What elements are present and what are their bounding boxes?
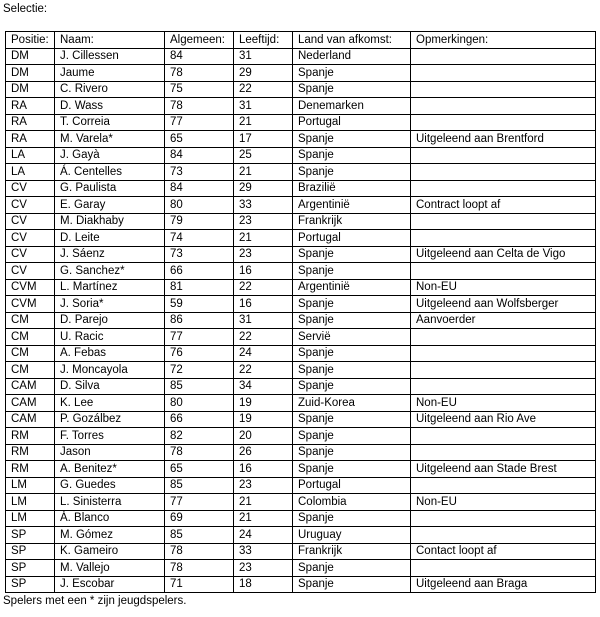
table-cell: Á. Blanco: [55, 510, 165, 527]
table-cell: Spanje: [293, 312, 411, 329]
table-row: [6, 98, 596, 115]
table-cell: [411, 263, 596, 280]
table-cell: Spanje: [293, 510, 411, 527]
table-cell: Spanje: [293, 65, 411, 82]
table-cell: Nederland: [293, 48, 411, 65]
table-cell: J. Gayà: [55, 147, 165, 164]
table-cell: Spanje: [293, 560, 411, 577]
column-header: Algemeen:: [165, 32, 234, 49]
table-cell: Uitgeleend aan Braga: [411, 576, 596, 593]
column-header: Land van afkomst:: [293, 32, 411, 49]
column-header: Naam:: [55, 32, 165, 49]
table-cell: Frankrijk: [293, 213, 411, 230]
table-cell: [411, 378, 596, 395]
section-title: Selectie:: [3, 3, 48, 15]
table-cell: 22: [234, 279, 293, 296]
table-cell: J. Moncayola: [55, 362, 165, 379]
table-cell: RM: [6, 444, 55, 461]
table-cell: LM: [6, 510, 55, 527]
table-cell: SP: [6, 576, 55, 593]
table-row: [6, 527, 596, 544]
table-row: [6, 279, 596, 296]
table-cell: 78: [165, 444, 234, 461]
table-cell: Uitgeleend aan Rio Ave: [411, 411, 596, 428]
table-row: [6, 494, 596, 511]
table-cell: 65: [165, 131, 234, 148]
table-cell: 73: [165, 164, 234, 181]
table-cell: [411, 114, 596, 131]
table-cell: 21: [234, 230, 293, 247]
table-cell: RA: [6, 131, 55, 148]
table-cell: Spanje: [293, 362, 411, 379]
table-row: [6, 428, 596, 445]
table-cell: L. Martínez: [55, 279, 165, 296]
table-cell: 23: [234, 477, 293, 494]
table-cell: 16: [234, 263, 293, 280]
table-cell: 80: [165, 395, 234, 412]
table-cell: 22: [234, 329, 293, 346]
table-cell: Brazilië: [293, 180, 411, 197]
table-row: [6, 411, 596, 428]
table-cell: RA: [6, 98, 55, 115]
table-cell: CM: [6, 362, 55, 379]
table-cell: Colombia: [293, 494, 411, 511]
table-cell: Spanje: [293, 81, 411, 98]
table-cell: 22: [234, 362, 293, 379]
table-cell: A. Febas: [55, 345, 165, 362]
table-cell: T. Correia: [55, 114, 165, 131]
table-cell: 77: [165, 114, 234, 131]
table-cell: 73: [165, 246, 234, 263]
table-cell: CAM: [6, 378, 55, 395]
table-cell: [411, 147, 596, 164]
table-row: [6, 147, 596, 164]
table-row: [6, 81, 596, 98]
table-cell: CM: [6, 345, 55, 362]
table-cell: 77: [165, 494, 234, 511]
table-cell: D. Leite: [55, 230, 165, 247]
table-row: [6, 576, 596, 593]
table-row: [6, 560, 596, 577]
table-cell: 25: [234, 147, 293, 164]
table-cell: 18: [234, 576, 293, 593]
table-row: [6, 510, 596, 527]
column-header: Leeftijd:: [234, 32, 293, 49]
table-cell: 26: [234, 444, 293, 461]
table-cell: 79: [165, 213, 234, 230]
table-cell: Spanje: [293, 164, 411, 181]
table-cell: [411, 527, 596, 544]
table-cell: 16: [234, 461, 293, 478]
table-cell: G. Guedes: [55, 477, 165, 494]
table-cell: 82: [165, 428, 234, 445]
table-cell: Servië: [293, 329, 411, 346]
table-cell: Spanje: [293, 428, 411, 445]
table-row: [6, 395, 596, 412]
table-row: [6, 477, 596, 494]
table-cell: CV: [6, 246, 55, 263]
table-cell: Uitgeleend aan Celta de Vigo: [411, 246, 596, 263]
table-cell: J. Soria*: [55, 296, 165, 313]
table-cell: [411, 362, 596, 379]
table-cell: 24: [234, 345, 293, 362]
table-cell: 17: [234, 131, 293, 148]
table-cell: 84: [165, 147, 234, 164]
table-cell: 85: [165, 378, 234, 395]
table-cell: D. Silva: [55, 378, 165, 395]
player-table-head: [6, 32, 596, 49]
table-cell: J. Escobar: [55, 576, 165, 593]
table-cell: [411, 180, 596, 197]
table-cell: G. Sanchez*: [55, 263, 165, 280]
table-cell: Uitgeleend aan Brentford: [411, 131, 596, 148]
table-cell: [411, 98, 596, 115]
table-cell: Spanje: [293, 461, 411, 478]
table-cell: [411, 81, 596, 98]
table-cell: Contract loopt af: [411, 197, 596, 214]
column-header: Positie:: [6, 32, 55, 49]
table-cell: G. Paulista: [55, 180, 165, 197]
table-cell: CM: [6, 312, 55, 329]
table-cell: Contact loopt af: [411, 543, 596, 560]
table-row: [6, 362, 596, 379]
table-cell: RM: [6, 428, 55, 445]
table-cell: 23: [234, 560, 293, 577]
table-cell: Zuid-Korea: [293, 395, 411, 412]
table-cell: Non-EU: [411, 494, 596, 511]
table-cell: SP: [6, 560, 55, 577]
table-cell: Spanje: [293, 378, 411, 395]
footnote: Spelers met een * zijn jeugdspelers.: [3, 595, 187, 607]
table-cell: L. Sinisterra: [55, 494, 165, 511]
table-cell: 78: [165, 560, 234, 577]
table-cell: [411, 65, 596, 82]
table-row: [6, 345, 596, 362]
table-cell: Denemarken: [293, 98, 411, 115]
table-cell: M. Vallejo: [55, 560, 165, 577]
table-cell: 21: [234, 164, 293, 181]
table-cell: CVM: [6, 296, 55, 313]
table-cell: 66: [165, 411, 234, 428]
table-cell: 78: [165, 543, 234, 560]
table-cell: 81: [165, 279, 234, 296]
table-cell: 71: [165, 576, 234, 593]
table-cell: K. Gameiro: [55, 543, 165, 560]
table-cell: M. Diakhaby: [55, 213, 165, 230]
table-row: [6, 543, 596, 560]
table-cell: 75: [165, 81, 234, 98]
table-cell: J. Sáenz: [55, 246, 165, 263]
table-cell: Spanje: [293, 246, 411, 263]
table-cell: CAM: [6, 395, 55, 412]
table-cell: CV: [6, 180, 55, 197]
table-row: [6, 230, 596, 247]
table-cell: D. Parejo: [55, 312, 165, 329]
table-cell: CAM: [6, 411, 55, 428]
table-cell: CV: [6, 197, 55, 214]
table-cell: 33: [234, 197, 293, 214]
table-cell: [411, 444, 596, 461]
table-cell: 21: [234, 510, 293, 527]
table-cell: RA: [6, 114, 55, 131]
table-cell: Spanje: [293, 576, 411, 593]
table-cell: DM: [6, 81, 55, 98]
player-table: [5, 31, 596, 593]
table-cell: 86: [165, 312, 234, 329]
table-cell: Uitgeleend aan Stade Brest: [411, 461, 596, 478]
table-cell: Uitgeleend aan Wolfsberger: [411, 296, 596, 313]
table-cell: 34: [234, 378, 293, 395]
table-cell: D. Wass: [55, 98, 165, 115]
table-cell: 78: [165, 65, 234, 82]
table-cell: 22: [234, 81, 293, 98]
table-row: [6, 164, 596, 181]
table-cell: LM: [6, 477, 55, 494]
table-cell: CV: [6, 213, 55, 230]
table-row: [6, 378, 596, 395]
table-cell: Spanje: [293, 444, 411, 461]
table-cell: 74: [165, 230, 234, 247]
table-cell: Spanje: [293, 147, 411, 164]
table-cell: 19: [234, 411, 293, 428]
table-row: [6, 65, 596, 82]
table-cell: 84: [165, 48, 234, 65]
table-cell: SP: [6, 543, 55, 560]
table-cell: SP: [6, 527, 55, 544]
table-cell: Argentinië: [293, 197, 411, 214]
table-cell: 23: [234, 213, 293, 230]
table-cell: LA: [6, 147, 55, 164]
table-cell: 31: [234, 98, 293, 115]
table-row: [6, 246, 596, 263]
table-cell: Non-EU: [411, 279, 596, 296]
table-row: [6, 131, 596, 148]
table-cell: CV: [6, 230, 55, 247]
table-cell: 69: [165, 510, 234, 527]
table-cell: 84: [165, 180, 234, 197]
table-cell: Jason: [55, 444, 165, 461]
table-cell: P. Gozálbez: [55, 411, 165, 428]
table-row: [6, 213, 596, 230]
table-row: [6, 461, 596, 478]
table-cell: F. Torres: [55, 428, 165, 445]
table-cell: [411, 230, 596, 247]
table-row: [6, 263, 596, 280]
table-cell: [411, 164, 596, 181]
table-cell: Portugal: [293, 230, 411, 247]
table-cell: Spanje: [293, 131, 411, 148]
table-row: [6, 312, 596, 329]
table-cell: Portugal: [293, 477, 411, 494]
table-cell: 16: [234, 296, 293, 313]
table-cell: 33: [234, 543, 293, 560]
table-cell: 31: [234, 48, 293, 65]
table-cell: 65: [165, 461, 234, 478]
table-row: [6, 114, 596, 131]
table-cell: [411, 510, 596, 527]
table-cell: 20: [234, 428, 293, 445]
table-cell: [411, 477, 596, 494]
table-cell: 77: [165, 329, 234, 346]
header-row: [6, 32, 596, 49]
table-row: [6, 48, 596, 65]
table-cell: 66: [165, 263, 234, 280]
table-cell: DM: [6, 65, 55, 82]
table-cell: Uruguay: [293, 527, 411, 544]
table-cell: LA: [6, 164, 55, 181]
table-row: [6, 197, 596, 214]
table-cell: J. Cillessen: [55, 48, 165, 65]
table-cell: Spanje: [293, 345, 411, 362]
table-cell: DM: [6, 48, 55, 65]
table-cell: Non-EU: [411, 395, 596, 412]
table-cell: M. Varela*: [55, 131, 165, 148]
table-cell: CV: [6, 263, 55, 280]
table-cell: CVM: [6, 279, 55, 296]
player-table-body: [6, 48, 596, 593]
table-cell: 72: [165, 362, 234, 379]
table-cell: C. Rivero: [55, 81, 165, 98]
table-cell: 76: [165, 345, 234, 362]
table-cell: Spanje: [293, 296, 411, 313]
table-cell: [411, 329, 596, 346]
table-cell: 21: [234, 114, 293, 131]
table-cell: A. Benitez*: [55, 461, 165, 478]
table-cell: CM: [6, 329, 55, 346]
table-cell: U. Racic: [55, 329, 165, 346]
table-cell: Argentinië: [293, 279, 411, 296]
table-cell: Aanvoerder: [411, 312, 596, 329]
table-row: [6, 329, 596, 346]
table-cell: 19: [234, 395, 293, 412]
table-cell: Jaume: [55, 65, 165, 82]
table-cell: 85: [165, 477, 234, 494]
table-cell: [411, 345, 596, 362]
table-cell: [411, 428, 596, 445]
table-cell: 80: [165, 197, 234, 214]
table-row: [6, 444, 596, 461]
table-cell: 78: [165, 98, 234, 115]
table-cell: 21: [234, 494, 293, 511]
table-cell: K. Lee: [55, 395, 165, 412]
table-cell: 29: [234, 65, 293, 82]
table-cell: [411, 560, 596, 577]
table-cell: E. Garay: [55, 197, 165, 214]
table-cell: [411, 213, 596, 230]
table-cell: [411, 48, 596, 65]
table-cell: 31: [234, 312, 293, 329]
table-cell: 85: [165, 527, 234, 544]
column-header: Opmerkingen:: [411, 32, 596, 49]
table-cell: Spanje: [293, 411, 411, 428]
table-cell: 59: [165, 296, 234, 313]
table-cell: Portugal: [293, 114, 411, 131]
table-row: [6, 296, 596, 313]
table-cell: LM: [6, 494, 55, 511]
table-cell: 29: [234, 180, 293, 197]
table-cell: 23: [234, 246, 293, 263]
table-cell: M. Gómez: [55, 527, 165, 544]
table-cell: RM: [6, 461, 55, 478]
table-cell: Spanje: [293, 263, 411, 280]
table-cell: Á. Centelles: [55, 164, 165, 181]
table-row: [6, 180, 596, 197]
table-cell: Frankrijk: [293, 543, 411, 560]
table-cell: 24: [234, 527, 293, 544]
